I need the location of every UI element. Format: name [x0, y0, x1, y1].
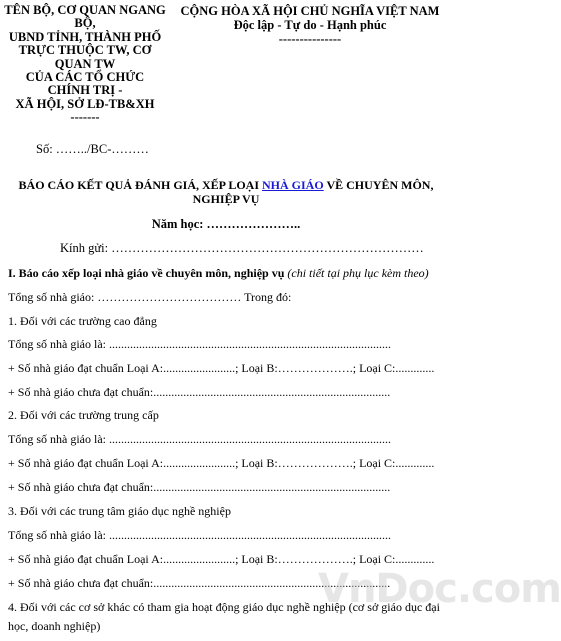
agency-line: QUAN TW: [54, 56, 116, 71]
form-line: Tổng số nhà giáo là: ..............................................................................................: [8, 432, 391, 446]
title-text: BÁO CÁO KẾT QUẢ ĐÁNH GIÁ, XẾP LOẠI: [18, 178, 263, 192]
national-header: [168, 4, 452, 46]
section-heading-note: (chi tiết tại phụ lục kèm theo): [287, 266, 429, 280]
title-text: VỀ CHUYÊN MÔN,: [323, 178, 434, 192]
agency-line: UBND TỈNH, THÀNH PHỐ: [8, 29, 162, 44]
title-text-line2: NGHIỆP VỤ: [192, 192, 260, 206]
form-line: Tổng số nhà giáo là: ..............................................................................................: [8, 528, 391, 542]
section-heading: [8, 266, 429, 281]
school-year: Năm học: …………………..: [151, 217, 301, 231]
agency-line: XÃ HỘI, SỞ LĐ-TB&XH: [15, 96, 155, 111]
agency-divider: -------: [70, 110, 100, 125]
watermark-logo: VnDoc.com: [318, 566, 561, 612]
motto: Độc lập - Tự do - Hạnh phúc: [233, 18, 387, 32]
category-heading: 2. Đối với các trường trung cấp: [8, 408, 159, 422]
agency-line: BỘ,: [74, 16, 96, 31]
form-line: + Số nhà giáo chưa đạt chuẩn:...............................................................................: [8, 576, 391, 590]
form-line: + Số nhà giáo chưa đạt chuẩn:...............................................................................: [8, 480, 391, 494]
recipient-line: Kính gửi: …………………………………………………………………: [60, 241, 424, 255]
section-heading-text: I. Báo cáo xếp loại nhà giáo về chuyên môn, nghiệp vụ: [8, 266, 288, 280]
form-line: + Số nhà giáo chưa đạt chuẩn:...............................................................................: [8, 385, 391, 399]
category-heading: 1. Đối với các trường cao đẳng: [8, 314, 157, 328]
form-line: Tổng số nhà giáo là: ..............................................................................................: [8, 337, 391, 351]
agency-line: TÊN BỘ, CƠ QUAN NGANG: [4, 3, 166, 17]
document-number: Số: ……../BC-………: [36, 142, 149, 156]
total-teachers-line: Tổng số nhà giáo: ……………………………… Trong đó:: [8, 290, 292, 304]
agency-line: CHÍNH TRỊ -: [47, 83, 123, 98]
category-paragraph: 4. Đối với các cơ sở khác có tham gia hoạt động giáo dục nghề nghiệp (cơ sở giáo dục đại học, doanh nghiệp): [8, 600, 440, 633]
country-name: CỘNG HÒA XÃ HỘI CHỦ NGHĨA VIỆT NAM: [180, 4, 440, 18]
motto-divider: ---------------: [278, 32, 342, 46]
category-heading: 3. Đối với các trung tâm giáo dục nghề nghiệp: [8, 504, 231, 518]
report-title: [0, 178, 452, 206]
agency-line: TRỰC THUỘC TW, CƠ: [18, 43, 152, 58]
agency-header: [0, 4, 170, 125]
agency-line: CỦA CÁC TỔ CHỨC: [25, 70, 145, 85]
form-line: + Số nhà giáo đạt chuẩn Loại A:........................; Loại B:……………….; Loại C:.............: [8, 456, 435, 470]
title-link-nha-giao[interactable]: NHÀ GIÁO: [262, 178, 324, 192]
form-line: + Số nhà giáo đạt chuẩn Loại A:........................; Loại B:……………….; Loại C:.............: [8, 361, 435, 375]
form-line: + Số nhà giáo đạt chuẩn Loại A:........................; Loại B:……………….; Loại C:.............: [8, 552, 435, 566]
